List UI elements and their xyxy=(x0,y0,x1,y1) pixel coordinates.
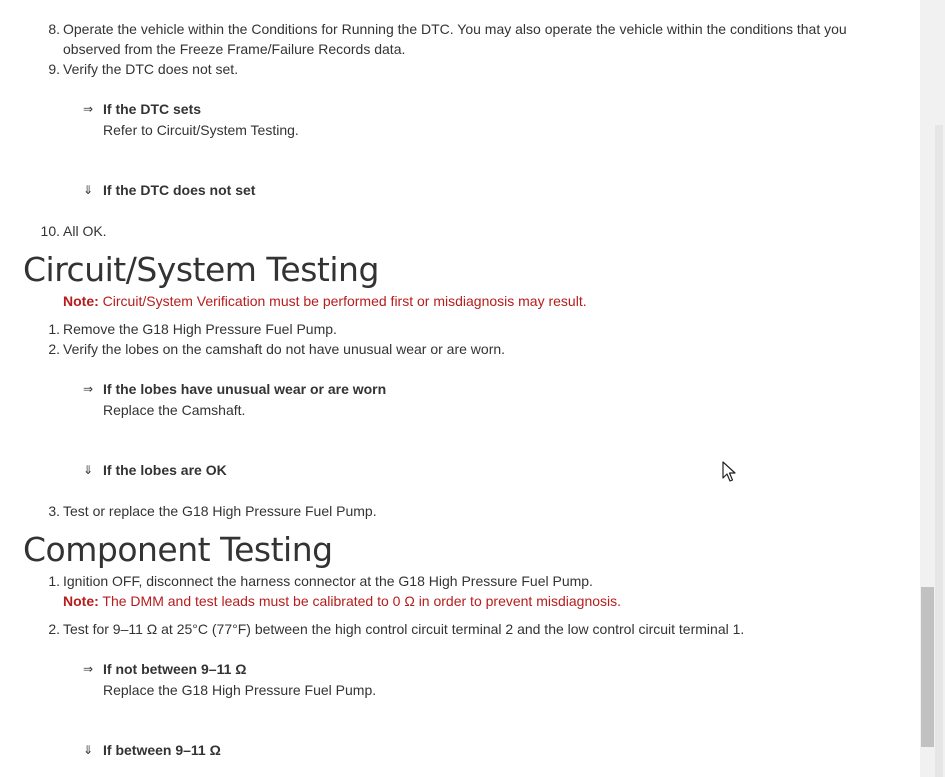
step-text: Test for 9–11 Ω at 25°C (77°F) between the high control circuit terminal 2 and the low control circuit terminal 1. xyxy=(63,621,745,637)
note-text: The DMM and test leads must be calibrated to 0 Ω in order to prevent misdiagnosis. xyxy=(102,593,622,609)
down-arrow-icon: ⇓ xyxy=(82,743,94,757)
down-arrow-icon: ⇓ xyxy=(82,183,94,197)
section-heading: Circuit/System Testing xyxy=(23,250,379,289)
step-text: All OK. xyxy=(63,223,107,239)
step-text: observed from the Freeze Frame/Failure Records data. xyxy=(63,41,406,57)
right-arrow-icon: ⇒ xyxy=(82,102,94,116)
step-text: Remove the G18 High Pressure Fuel Pump. xyxy=(63,321,337,337)
branch-action: Refer to Circuit/System Testing. xyxy=(103,122,299,138)
branch-title: If not between 9–11 Ω xyxy=(103,661,247,677)
branch-action: Replace the G18 High Pressure Fuel Pump. xyxy=(103,682,377,698)
step-text: Verify the lobes on the camshaft do not have unusual wear or are worn. xyxy=(63,341,506,357)
branch-title: If the DTC does not set xyxy=(103,182,256,198)
step-number: 3. xyxy=(48,503,60,519)
step-number: 10. xyxy=(40,223,60,239)
note-label: Note: xyxy=(63,293,99,309)
branch-title: If the lobes have unusual wear or are worn xyxy=(103,381,387,397)
note xyxy=(63,591,621,611)
step-number: 2. xyxy=(48,341,60,357)
step-text: Verify the DTC does not set. xyxy=(63,61,239,77)
step-number: 1. xyxy=(48,321,60,337)
section-heading: Component Testing xyxy=(23,530,333,569)
scrollbar-thumb[interactable] xyxy=(921,587,934,747)
note-text: Circuit/System Verification must be performed first or misdiagnosis may result. xyxy=(102,293,587,309)
step-text: Ignition OFF, disconnect the harness connector at the G18 High Pressure Fuel Pump. xyxy=(63,573,593,589)
step-text: Operate the vehicle within the Conditions for Running the DTC. You may also operate the vehicle within the conditions that you xyxy=(63,21,847,37)
note-label: Note: xyxy=(63,593,99,609)
mouse-cursor-icon xyxy=(722,461,738,483)
branch-title: If the DTC sets xyxy=(103,101,202,117)
step-number: 9. xyxy=(48,61,60,77)
step-number: 2. xyxy=(48,621,60,637)
note xyxy=(63,291,587,311)
branch-action: Replace the Camshaft. xyxy=(103,402,246,418)
right-arrow-icon: ⇒ xyxy=(82,662,94,676)
down-arrow-icon: ⇓ xyxy=(82,463,94,477)
scrollbar-track xyxy=(935,125,943,777)
step-number: 1. xyxy=(48,573,60,589)
step-number: 8. xyxy=(48,21,60,37)
branch-title: If the lobes are OK xyxy=(103,462,227,478)
right-arrow-icon: ⇒ xyxy=(82,382,94,396)
step-text: Test or replace the G18 High Pressure Fuel Pump. xyxy=(63,503,377,519)
branch-title: If between 9–11 Ω xyxy=(103,742,221,758)
